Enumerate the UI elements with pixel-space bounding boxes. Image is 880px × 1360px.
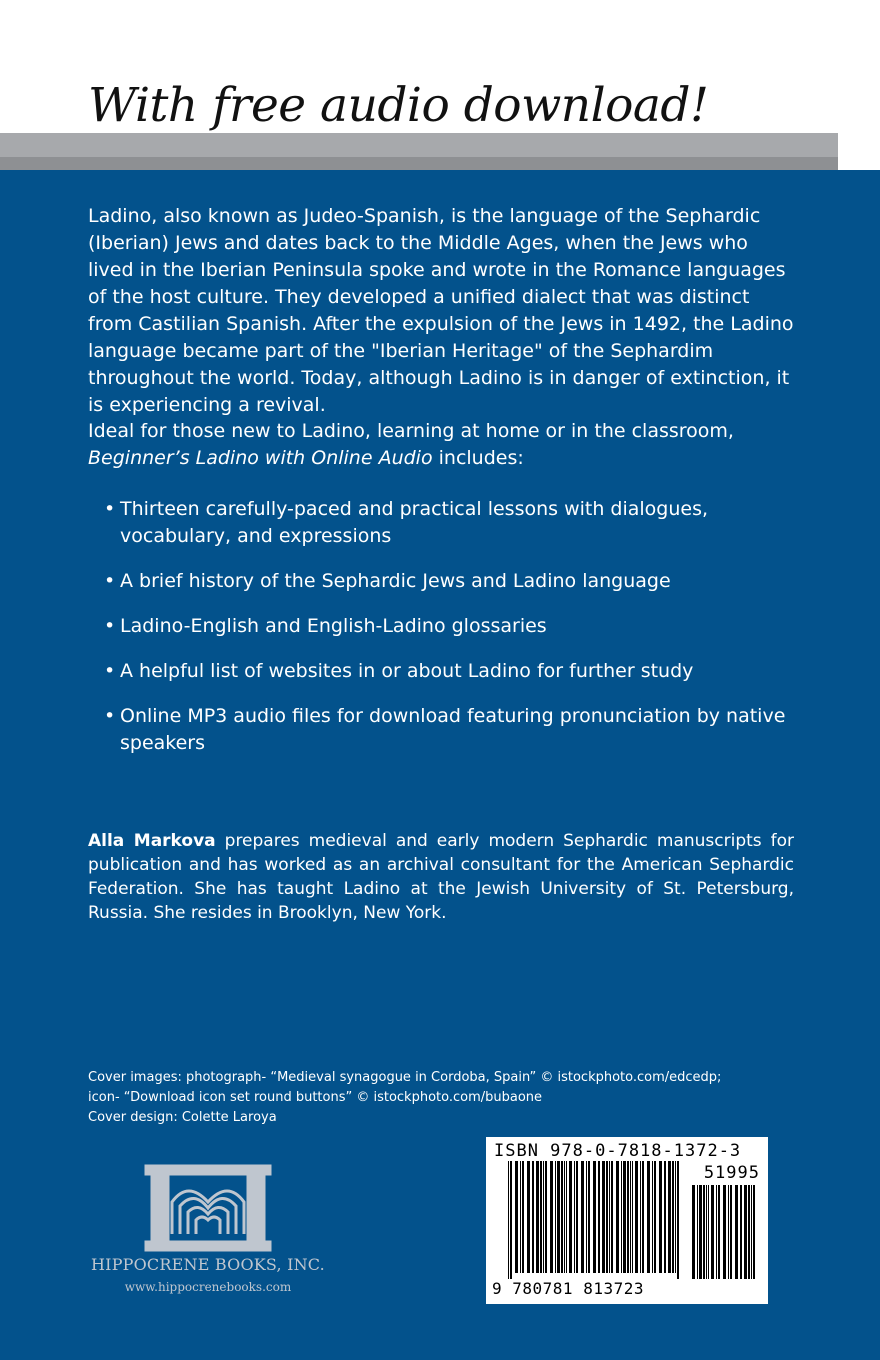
cover-credits <box>88 1068 728 1128</box>
credit-line-2: icon- “Download icon set round buttons” © istockphoto.com/bubaone <box>88 1090 543 1105</box>
intro-text: Ideal for those new to Ladino, learning at home or in the classroom, <box>88 420 734 442</box>
feature-item <box>104 568 794 595</box>
intro-tail: includes: <box>432 447 524 469</box>
feature-text: Thirteen carefully-paced and practical lessons with dialogues, vocabulary, and expressions <box>120 498 709 547</box>
feature-item <box>104 496 794 550</box>
credit-line-3: Cover design: Colette Laroya <box>88 1110 277 1125</box>
price-code: 51995 <box>703 1163 760 1183</box>
credit-line-1: Cover images: photograph- “Medieval synagogue in Cordoba, Spain” © istockphoto.com/edcedp; <box>88 1070 722 1085</box>
bullet: • <box>104 660 116 682</box>
bullet: • <box>104 615 116 637</box>
description-paragraph: Ladino, also known as Judeo-Spanish, is the language of the Sephardic (Iberian) Jews and dates back to the Middle Ages, when the Jews who lived in the Iberian Peninsula spoke and wrote in the Romance languages of the host culture. They developed a unified dialect that was distinct from Castilian Spanish. After the expulsion of the Jews in 1492, the Ladino language became part of the "Iberian Heritage" of the Sephardim throughout the world. Today, although Ladino is in danger of extinction, it is experiencing a revival. <box>88 205 794 416</box>
grey-stripe-shadow <box>0 157 838 170</box>
barcode-label <box>486 1137 768 1304</box>
headline: With free audio download! <box>88 78 709 133</box>
feature-item <box>104 613 794 640</box>
feature-text: Ladino-English and English-Ladino glossaries <box>120 615 547 637</box>
description-intro <box>88 418 794 472</box>
grey-stripe <box>0 133 838 157</box>
publisher-name: HIPPOCRENE BOOKS, INC. <box>91 1255 325 1274</box>
bullet: • <box>104 705 116 727</box>
author-name: Alla Markova <box>88 831 216 851</box>
barcode-digits: 9 780781 813723 <box>492 1279 644 1298</box>
feature-item <box>104 703 794 757</box>
feature-text: Online MP3 audio files for download featuring pronunciation by native speakers <box>120 705 786 754</box>
bio-text: prepares medieval and early modern Sephardic manuscripts for publication and has worked as an archival consultant for the American Sephardic Federation. She has taught Ladino at the Jewish University of St. Petersburg, Russia. She resides in Brooklyn, New York. <box>88 831 795 923</box>
author-bio <box>88 829 794 925</box>
bullet: • <box>104 498 116 520</box>
book-title: Beginner’s Ladino with Online Audio <box>88 447 433 469</box>
bullet: • <box>104 570 116 592</box>
publisher-url: www.hippocrenebooks.com <box>124 1280 292 1294</box>
feature-text: A helpful list of websites in or about Ladino for further study <box>120 660 694 682</box>
isbn-text: ISBN 978-0-7818-1372-3 <box>494 1141 742 1161</box>
feature-list <box>104 496 794 775</box>
feature-text: A brief history of the Sephardic Jews and Ladino language <box>120 570 671 592</box>
feature-item <box>104 658 794 685</box>
